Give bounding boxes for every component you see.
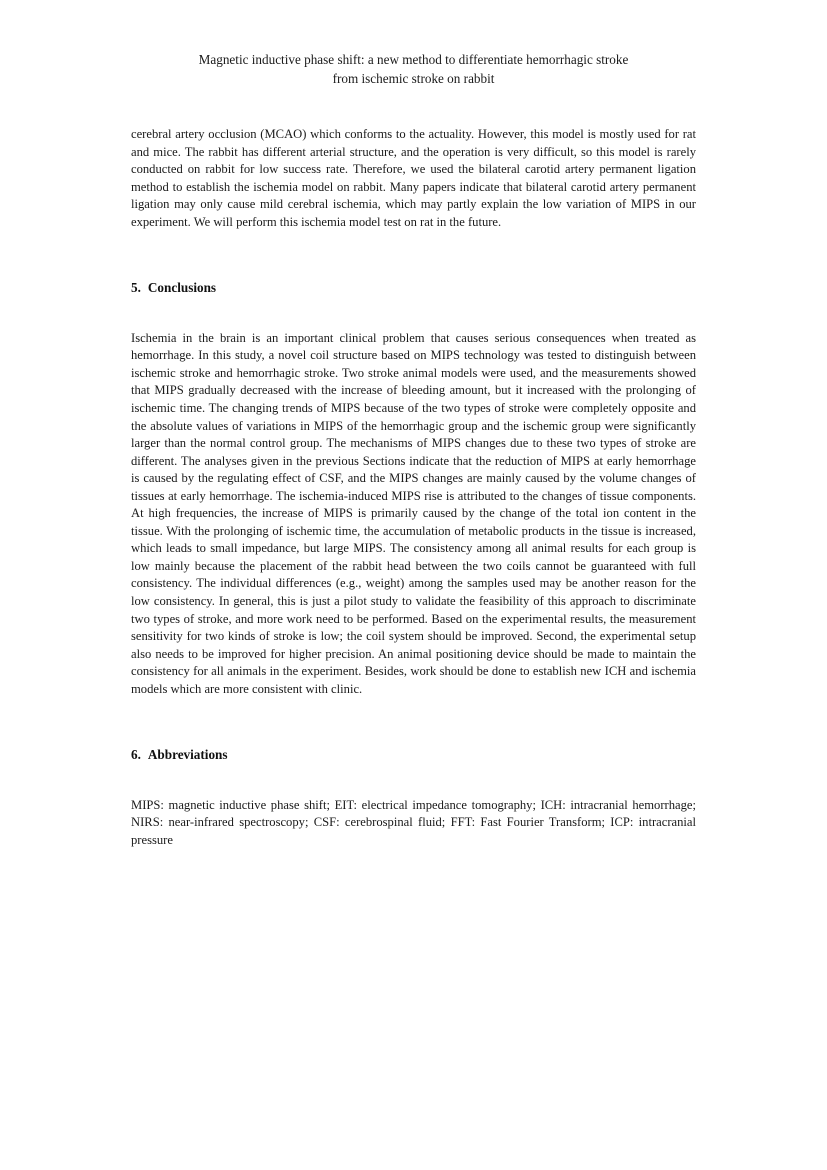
spacer-after-abbreviations-heading	[131, 764, 696, 797]
section-heading-abbreviations	[131, 746, 696, 764]
section-heading-conclusions	[131, 279, 696, 297]
spacer-after-conclusions-heading	[131, 297, 696, 330]
running-head	[131, 50, 696, 88]
page-content	[131, 126, 696, 849]
spacer-before-conclusions	[131, 231, 696, 279]
paragraph-conclusions-body: Ischemia in the brain is an important clinical problem that causes serious consequences when treated as hemorrhage. In this study, a novel coil structure based on MIPS technology was tested to distinguish between ischemic stroke and hemorrhagic stroke. Two stroke animal models were used, and the measurements showed that MIPS gradually decreased with the increase of bleeding amount, but it increased with the prolonging of ischemic time. The changing trends of MIPS because of the two types of stroke were completely opposite and the absolute values of variations in MIPS of the hemorrhagic group and the ischemic group were significantly larger than the normal control group. The mechanisms of MIPS changes due to these two types of stroke are different. The analyses given in the previous Sections indicate that the reduction of MIPS at early hemorrhage is caused by the regulating effect of CSF, and the MIPS changes are mainly caused by the volume changes of tissues at early hemorrhage. The ischemia-induced MIPS rise is attributed to the changes of tissue components. At high frequencies, the increase of MIPS is primarily caused by the change of the total ion content in the tissue. With the prolonging of ischemic time, the accumulation of metabolic products in the tissue is increased, which leads to small impedance, but large MIPS. The consistency among all animal results for each group is low mainly because the placement of the rabbit head between the two coils cannot be guaranteed with full consistency. The individual differences (e.g., weight) among the samples used may be another reason for the low consistency. In general, this is just a pilot study to validate the feasibility of this approach to discriminate two types of stroke, and more work need to be performed. Based on the experimental results, the measurement sensitivity for two kinds of stroke is low; the coil system should be improved. Second, the experimental setup also needs to be improved for higher precision. An animal positioning device should be made to maintain the consistency for all animals in the experiment. Besides, work should be done to establish new ICH and ischemia models which are more consistent with clinic.	[131, 330, 696, 696]
section-number-6: 6.	[131, 747, 141, 763]
running-head-line-2: from ischemic stroke on rabbit	[332, 71, 495, 86]
spacer-before-abbreviations	[131, 698, 696, 746]
paragraph-abbreviations-body: MIPS: magnetic inductive phase shift; EIT: electrical impedance tomography; ICH: intracranial hemorrhage; NIRS: near-infrared spectroscopy; CSF: cerebrospinal fluid; FFT: Fast Fourier Transform; ICP: intracranial pressure	[131, 797, 696, 847]
paragraph-discussion-continued: cerebral artery occlusion (MCAO) which conforms to the actuality. However, this model is mostly used for rat and mice. The rabbit has different arterial structure, and the operation is very difficult, so this model is rarely conducted on rabbit for low success rate. Therefore, we used the bilateral carotid artery permanent ligation method to establish the ischemia model on rabbit. Many papers indicate that bilateral carotid artery permanent ligation may only cause mild cerebral ischemia, which may partly explain the low variation of MIPS in our experiment. We will perform this ischemia model test on rat in the future.	[131, 127, 696, 229]
section-number-5: 5.	[131, 280, 141, 296]
running-head-line-1: Magnetic inductive phase shift: a new method to differentiate hemorrhagic stroke	[198, 52, 629, 67]
section-title-abbreviations: Abbreviations	[147, 747, 228, 763]
section-title-conclusions: Conclusions	[147, 280, 217, 296]
